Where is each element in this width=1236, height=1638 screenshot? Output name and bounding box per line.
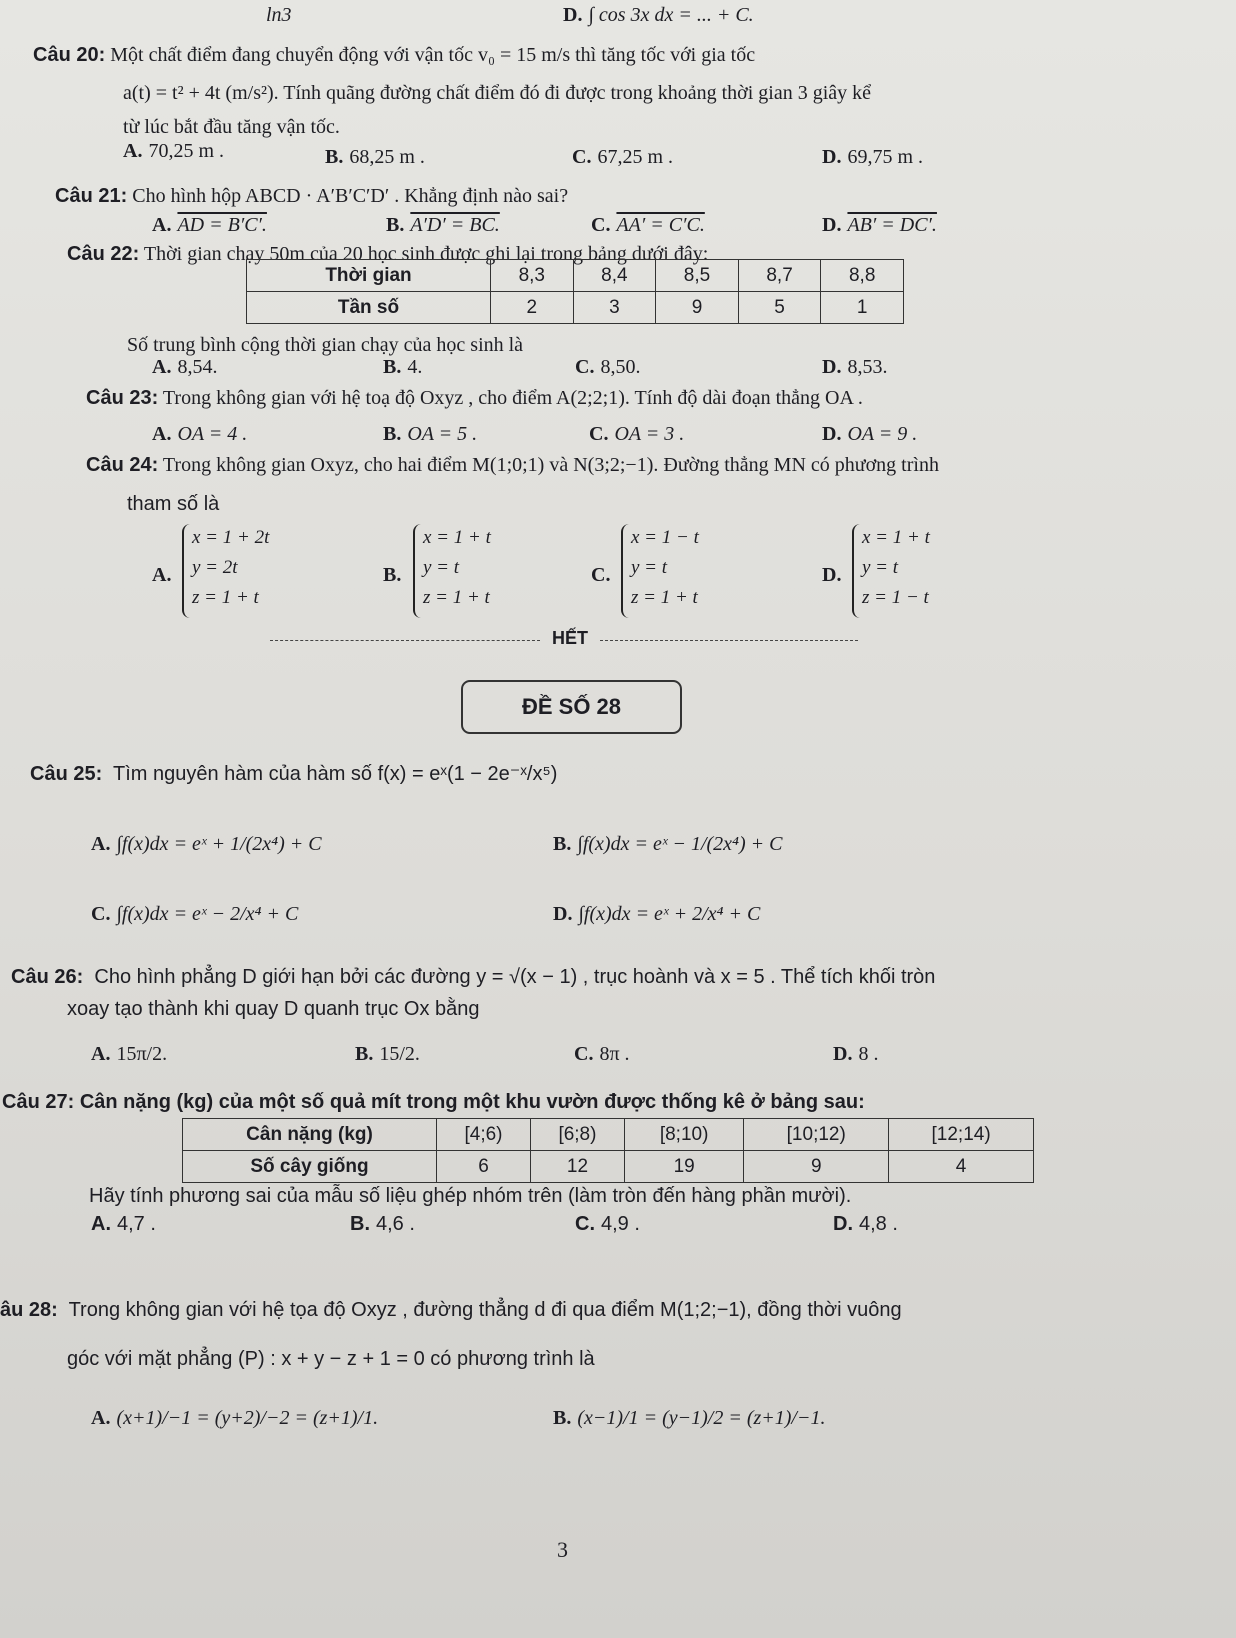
q27-option-d: D. 4,8 .: [833, 1213, 898, 1235]
q24-option-c: x = 1 − t y = t z = 1 + t: [631, 527, 699, 608]
q24-option-b: x = 1 + t y = t z = 1 + t: [423, 527, 491, 608]
top-fragment-left: ln3: [266, 4, 292, 26]
q28-line1: âu 28: Trong không gian với hệ tọa độ Oxyz , đường thẳng d đi qua điểm M(1;2;−1), đồng thời vuông: [0, 1299, 902, 1321]
q23-option-d: D. OA = 9 .: [822, 423, 918, 445]
q27-table-row: [183, 1119, 1034, 1151]
table-cell: 9: [744, 1151, 889, 1183]
q20-option-d: D. 69,75 m .: [822, 146, 924, 168]
q20-option-b: B. 68,25 m .: [325, 146, 425, 168]
q22-table-row: [247, 260, 904, 292]
table-cell: 5: [738, 292, 821, 324]
q26-option-b: B. 15/2.: [355, 1043, 420, 1065]
table-cell: 1: [821, 292, 904, 324]
table-cell: 8,4: [573, 260, 656, 292]
q23-option-b: B. OA = 5 .: [383, 423, 478, 445]
q23-option-a: A. OA = 4 .: [152, 423, 248, 445]
table-cell: 6: [437, 1151, 531, 1183]
q23-option-c: C. OA = 3 .: [589, 423, 685, 445]
q21-option-a: A. AD = B′C′.: [152, 214, 267, 236]
table-cell: 8,5: [656, 260, 739, 292]
table-cell: Cân nặng (kg): [183, 1119, 437, 1151]
table-cell: 2: [491, 292, 574, 324]
q26-option-a: A. 15π/2.: [91, 1043, 168, 1065]
q20-option-a: A. 70,25 m .: [123, 140, 225, 162]
table-cell: [10;12): [744, 1119, 889, 1151]
q22-table-row: [247, 292, 904, 324]
table-cell: Tần số: [247, 292, 491, 324]
table-cell: Số cây giống: [183, 1151, 437, 1183]
q27-table: [182, 1118, 1034, 1183]
table-cell: 8,8: [821, 260, 904, 292]
q27-sub-question: Hãy tính phương sai của mẫu số liệu ghép nhóm trên (làm tròn đến hàng phần mười).: [89, 1185, 852, 1207]
q20-option-c: C. 67,25 m .: [572, 146, 674, 168]
q20-line3: từ lúc bắt đầu tăng vận tốc.: [123, 116, 340, 138]
q22-option-d: D. 8,53.: [822, 356, 888, 378]
q24-option-a: x = 1 + 2t y = 2t z = 1 + t: [192, 527, 270, 608]
q24-brace-b: [413, 524, 423, 618]
q20-line2: a(t) = t² + 4t (m/s²). Tính quãng đường chất điểm đó đi được trong khoảng thời gian 3 giây kể: [123, 82, 872, 104]
divider-left: [270, 640, 540, 641]
table-cell: 4: [889, 1151, 1034, 1183]
q27-question: Câu 27: Cân nặng (kg) của một số quả mít trong một khu vườn được thống kê ở bảng sau:: [2, 1091, 865, 1113]
q22-question: Câu 22: Thời gian chạy 50m của 20 học sinh được ghi lại trong bảng dưới đây:: [67, 243, 709, 265]
table-cell: [6;8): [530, 1119, 624, 1151]
q24-option-a-key: A.: [152, 564, 172, 586]
q28-option-b: B. (x−1)/1 = (y−1)/2 = (z+1)/−1.: [553, 1407, 826, 1429]
q23-question: Câu 23: Trong không gian với hệ toạ độ Oxyz , cho điểm A(2;2;1). Tính độ dài đoạn thẳng OA .: [86, 387, 863, 409]
q24-option-b-key: B.: [383, 564, 402, 586]
table-cell: [4;6): [437, 1119, 531, 1151]
q24-question-cont: tham số là: [127, 493, 220, 515]
q25-option-d: D. ∫f(x)dx = eˣ + 2/x⁴ + C: [553, 903, 761, 925]
table-cell: 3: [573, 292, 656, 324]
q21-option-c: C. AA′ = C′C.: [591, 214, 705, 236]
q26-option-c: C. 8π .: [574, 1043, 630, 1065]
q21-option-d: D. AB′ = DC′.: [822, 214, 937, 236]
q26-line1: Câu 26: Cho hình phẳng D giới hạn bởi các đường y = √(x − 1) , trục hoành và x = 5 . Thể tích khối tròn: [11, 966, 936, 988]
q22-option-a: A. 8,54.: [152, 356, 218, 378]
table-cell: 9: [656, 292, 739, 324]
q26-option-d: D. 8 .: [833, 1043, 879, 1065]
page-number: 3: [557, 1537, 568, 1562]
q24-option-d: x = 1 + t y = t z = 1 − t: [862, 527, 930, 608]
table-cell: 12: [530, 1151, 624, 1183]
q26-line2: xoay tạo thành khi quay D quanh trục Ox bằng: [67, 998, 480, 1020]
q24-option-d-key: D.: [822, 564, 842, 586]
table-cell: 19: [624, 1151, 743, 1183]
q22-option-b: B. 4.: [383, 356, 423, 378]
q22-table: [246, 259, 904, 324]
table-cell: [8;10): [624, 1119, 743, 1151]
q21-option-b: B. A′D′ = BC.: [386, 214, 500, 236]
q24-brace-a: [182, 524, 192, 618]
divider-right: [600, 640, 858, 641]
q28-option-a: A. (x+1)/−1 = (y+2)/−2 = (z+1)/1.: [91, 1407, 379, 1429]
q28-line2: góc với mặt phẳng (P) : x + y − z + 1 = 0 có phương trình là: [67, 1348, 595, 1370]
table-cell: [12;14): [889, 1119, 1034, 1151]
q20-line1: Câu 20: Một chất điểm đang chuyển động với vận tốc v₀ = 15 m/s thì tăng tốc với gia tốc: [33, 44, 756, 66]
q27-option-a: A. 4,7 .: [91, 1213, 156, 1235]
q25-option-b: B. ∫f(x)dx = eˣ − 1/(2x⁴) + C: [553, 833, 783, 855]
q22-option-c: C. 8,50.: [575, 356, 641, 378]
q27-option-c: C. 4,9 .: [575, 1213, 640, 1235]
section-title: ĐỀ SỐ 28: [461, 680, 682, 734]
q24-brace-c: [621, 524, 631, 618]
q24-option-c-key: C.: [591, 564, 611, 586]
q25-option-c: C. ∫f(x)dx = eˣ − 2/x⁴ + C: [91, 903, 299, 925]
q21-question: Câu 21: Cho hình hộp ABCD · A′B′C′D′ . Khẳng định nào sai?: [55, 185, 569, 207]
q24-brace-d: [852, 524, 862, 618]
q25-option-a: A. ∫f(x)dx = eˣ + 1/(2x⁴) + C: [91, 833, 322, 855]
q22-sub-question: Số trung bình cộng thời gian chạy của học sinh là: [127, 334, 524, 356]
table-cell: Thời gian: [247, 260, 491, 292]
q25-question: Câu 25: Tìm nguyên hàm của hàm số f(x) = eˣ(1 − 2e⁻ˣ/x⁵): [30, 763, 558, 785]
top-fragment-right: D. ∫ cos 3x dx = ... + C.: [563, 4, 754, 26]
table-cell: 8,7: [738, 260, 821, 292]
end-marker: HẾT: [552, 628, 588, 648]
q27-option-b: B. 4,6 .: [350, 1213, 415, 1235]
table-cell: 8,3: [491, 260, 574, 292]
q24-question: Câu 24: Trong không gian Oxyz, cho hai điểm M(1;0;1) và N(3;2;−1). Đường thẳng MN có phương trình: [86, 454, 939, 476]
q27-table-row: [183, 1151, 1034, 1183]
